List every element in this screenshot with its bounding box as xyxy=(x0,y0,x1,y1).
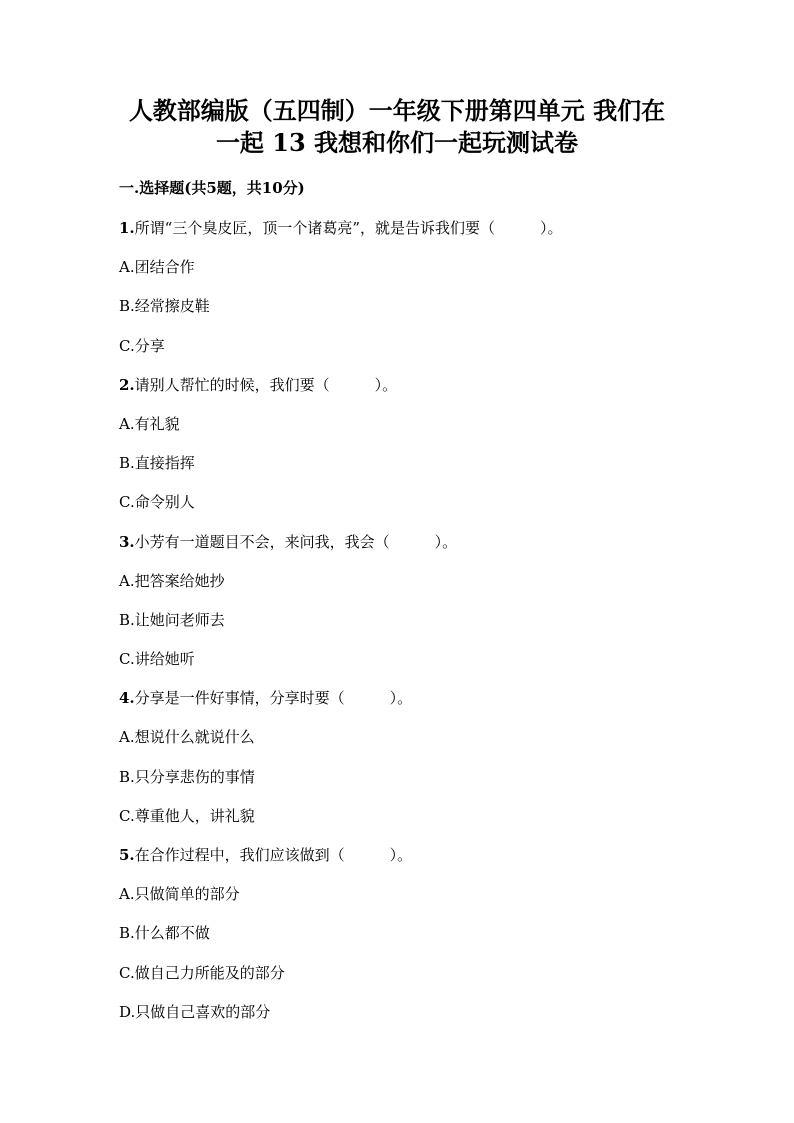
document-title-line-1: 人教部编版（五四制）一年级下册第四单元 我们在 xyxy=(128,96,666,125)
option-b: B.经常擦皮鞋 xyxy=(119,297,210,316)
question-5 xyxy=(119,845,719,1041)
section-heading: 一.选择题(共5题，共10分) xyxy=(119,179,305,197)
question-number: 4. xyxy=(119,689,135,708)
question-stem xyxy=(119,218,719,257)
option-b: B.直接指挥 xyxy=(119,454,195,473)
option-a: A.团结合作 xyxy=(119,258,195,277)
option-a: A.想说什么就说什么 xyxy=(119,728,255,747)
question-2 xyxy=(119,375,719,532)
question-1 xyxy=(119,218,719,375)
question-number: 1. xyxy=(119,219,135,237)
option-c: C.做自己力所能及的部分 xyxy=(119,963,285,982)
option-b: B.什么都不做 xyxy=(119,924,210,943)
question-number: 2. xyxy=(119,375,135,394)
option-a: A.只做简单的部分 xyxy=(119,885,240,904)
question-list xyxy=(119,218,719,1041)
question-stem xyxy=(119,845,719,884)
option-d: D.只做自己喜欢的部分 xyxy=(119,1002,271,1021)
option-c: C.讲给她听 xyxy=(119,650,195,669)
question-number: 5. xyxy=(119,846,135,864)
question-stem xyxy=(119,532,719,571)
option-b: B.只分享悲伤的事情 xyxy=(119,767,255,786)
question-stem xyxy=(119,375,719,414)
question-stem xyxy=(119,688,719,727)
question-text: 所谓“三个臭皮匠，顶一个诸葛亮”，就是告诉我们要（ ）。 xyxy=(134,219,563,237)
question-text: 请别人帮忙的时候，我们要（ ）。 xyxy=(134,375,398,394)
question-4 xyxy=(119,688,719,845)
option-b: B.让她问老师去 xyxy=(119,610,225,629)
option-c: C.尊重他人，讲礼貌 xyxy=(119,806,255,825)
option-a: A.有礼貌 xyxy=(119,414,180,433)
question-3 xyxy=(119,532,719,689)
document-title-line-2: 一起 13 我想和你们一起玩测试卷 xyxy=(215,128,579,157)
option-c: C.分享 xyxy=(119,336,165,355)
question-text: 分享是一件好事情，分享时要（ ）。 xyxy=(134,689,413,708)
question-text: 小芳有一道题目不会，来问我，我会（ ）。 xyxy=(134,532,458,551)
question-text: 在合作过程中，我们应该做到（ ）。 xyxy=(134,846,413,864)
option-a: A.把答案给她抄 xyxy=(119,571,225,590)
option-c: C.命令别人 xyxy=(119,493,195,512)
question-number: 3. xyxy=(119,532,135,551)
